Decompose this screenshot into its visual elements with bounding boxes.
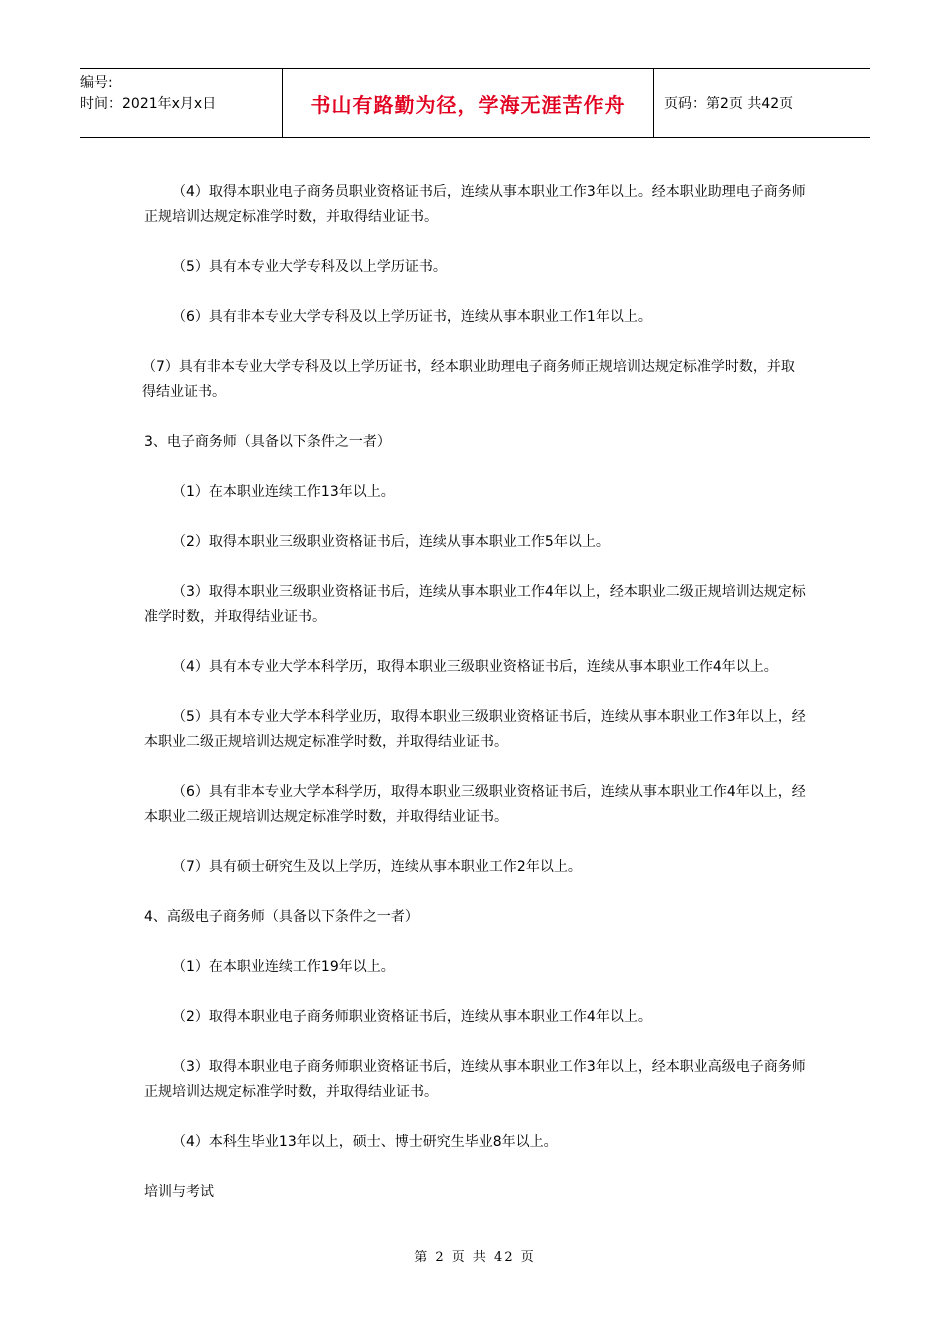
header-meta: [80, 69, 282, 137]
paragraph: （1）在本职业连续工作19年以上。: [172, 959, 395, 975]
paragraph: （4）本科生毕业13年以上，硕士、博士研究生毕业8年以上。: [172, 1134, 558, 1150]
paragraph: （3）取得本职业三级职业资格证书后，连续从事本职业工作4年以上，经本职业二级正规培训达规定标准学时数，并取得结业证书。: [144, 584, 806, 625]
paragraph: （1）在本职业连续工作13年以上。: [172, 484, 395, 500]
page-footer: 第 2 页 共 42 页: [414, 1250, 536, 1265]
section-heading: 4、高级电子商务师（具备以下条件之一者）: [144, 909, 419, 925]
paragraph: （4）取得本职业电子商务员职业资格证书后，连续从事本职业工作3年以上。经本职业助理电子商务师正规培训达规定标准学时数，并取得结业证书。: [144, 184, 806, 225]
paragraph: （5）具有本专业大学专科及以上学历证书。: [172, 259, 447, 275]
paragraph: （5）具有本专业大学本科学业历，取得本职业三级职业资格证书后，连续从事本职业工作3年以上，经本职业二级正规培训达规定标准学时数，并取得结业证书。: [144, 709, 806, 750]
page-header: [80, 68, 870, 138]
section-heading: 培训与考试: [144, 1184, 214, 1200]
document-body: [144, 180, 808, 1230]
header-page-info: 页码：第2页 共42页: [664, 96, 794, 112]
paragraph: （3）取得本职业电子商务师职业资格证书后，连续从事本职业工作3年以上，经本职业高级电子商务师正规培训达规定标准学时数，并取得结业证书。: [144, 1059, 806, 1100]
header-motto: 书山有路勤为径，学海无涯苦作舟: [282, 69, 654, 137]
section-heading: 3、电子商务师（具备以下条件之一者）: [144, 434, 391, 450]
paragraph: （7）具有硕士研究生及以上学历，连续从事本职业工作2年以上。: [172, 859, 582, 875]
paragraph: （2）取得本职业电子商务师职业资格证书后，连续从事本职业工作4年以上。: [172, 1009, 652, 1025]
paragraph: （6）具有非本专业大学本科学历，取得本职业三级职业资格证书后，连续从事本职业工作4年以上，经本职业二级正规培训达规定标准学时数，并取得结业证书。: [144, 784, 806, 825]
paragraph: （2）取得本职业三级职业资格证书后，连续从事本职业工作5年以上。: [172, 534, 610, 550]
paragraph: （4）具有本专业大学本科学历，取得本职业三级职业资格证书后，连续从事本职业工作4年以上。: [172, 659, 778, 675]
paragraph: （6）具有非本专业大学专科及以上学历证书，连续从事本职业工作1年以上。: [172, 309, 652, 325]
paragraph: （7）具有非本专业大学专科及以上学历证书，经本职业助理电子商务师正规培训达规定标准学时数，并取得结业证书。: [142, 359, 795, 400]
document-number-label: 编号:: [80, 75, 113, 91]
document-time: 时间：2021年x月x日: [80, 96, 217, 112]
